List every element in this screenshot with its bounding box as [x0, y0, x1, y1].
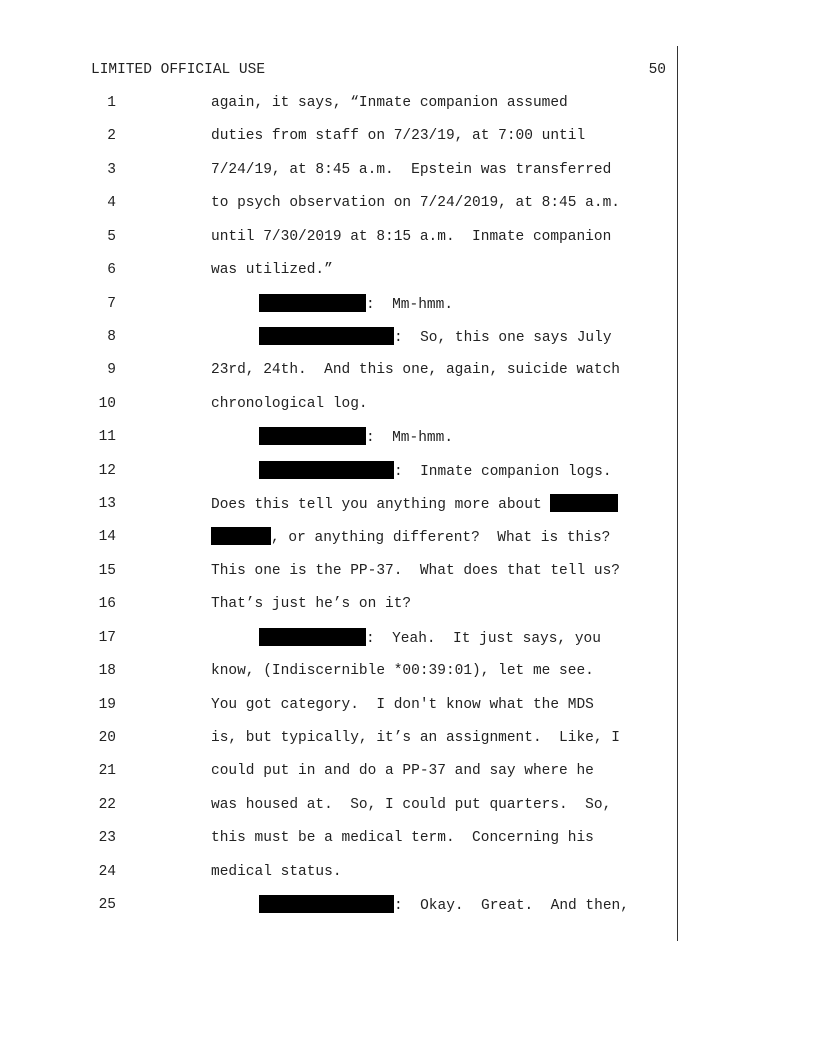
transcript-line [0, 160, 816, 180]
line-number: 9 [107, 362, 116, 378]
text-segment: This one is the PP-37. What does that tell us? [211, 563, 620, 579]
line-number: 16 [98, 596, 116, 612]
redaction-block [550, 494, 618, 512]
line-number: 25 [98, 897, 116, 913]
text-segment: know, (Indiscernible *00:39:01), let me see. [211, 663, 594, 679]
transcript-line [0, 93, 816, 113]
line-number: 6 [107, 262, 116, 278]
speaker-line-text [259, 628, 601, 649]
transcript-line [0, 895, 816, 915]
line-number: 15 [98, 563, 116, 579]
line-number: 20 [98, 730, 116, 746]
text-segment: is, but typically, it’s an assignment. Like, I [211, 730, 620, 746]
transcript-line [0, 427, 816, 447]
line-number: 24 [98, 864, 116, 880]
transcript-line [0, 561, 816, 581]
text-segment: : Mm-hmm. [366, 430, 454, 446]
line-text [211, 661, 594, 681]
line-number: 17 [98, 630, 116, 646]
transcript-line [0, 394, 816, 414]
transcript-line [0, 695, 816, 715]
line-text [211, 394, 368, 414]
line-number: 22 [98, 797, 116, 813]
text-segment: duties from staff on 7/23/19, at 7:00 until [211, 128, 586, 144]
text-segment: this must be a medical term. Concerning his [211, 830, 594, 846]
text-segment: You got category. I don't know what the MDS [211, 697, 594, 713]
line-number: 7 [107, 296, 116, 312]
line-text [211, 728, 620, 748]
speaker-line-text [259, 327, 612, 348]
line-text [211, 862, 342, 882]
line-text [211, 193, 620, 213]
speaker-line-text [259, 461, 612, 482]
line-number: 4 [107, 195, 116, 211]
line-number: 2 [107, 128, 116, 144]
line-text [211, 828, 594, 848]
redaction-block [259, 895, 394, 913]
transcript-line [0, 862, 816, 882]
line-number: 10 [98, 396, 116, 412]
line-number: 1 [107, 95, 116, 111]
transcript-line [0, 494, 816, 514]
text-segment: : Okay. Great. And then, [394, 898, 629, 914]
speaker-line-text [259, 895, 629, 916]
text-segment: medical status. [211, 864, 342, 880]
line-text [211, 594, 411, 614]
line-number: 21 [98, 763, 116, 779]
transcript-line [0, 828, 816, 848]
transcript-line [0, 126, 816, 146]
text-segment: chronological log. [211, 396, 368, 412]
transcript-line [0, 728, 816, 748]
line-number: 18 [98, 663, 116, 679]
redaction-block [259, 294, 366, 312]
transcript-line [0, 260, 816, 280]
line-text [211, 160, 611, 180]
text-segment: : Inmate companion logs. [394, 464, 612, 480]
line-text [211, 561, 620, 581]
text-segment: : So, this one says July [394, 330, 612, 346]
transcript-line [0, 661, 816, 681]
speaker-line-text [259, 294, 453, 315]
text-segment: 23rd, 24th. And this one, again, suicide watch [211, 362, 620, 378]
transcript-line [0, 594, 816, 614]
text-segment: was utilized.” [211, 262, 333, 278]
line-number: 23 [98, 830, 116, 846]
line-text [211, 761, 594, 781]
line-number: 19 [98, 697, 116, 713]
transcript-line [0, 360, 816, 380]
line-text [211, 494, 618, 515]
line-number: 5 [107, 229, 116, 245]
transcript-line [0, 227, 816, 247]
text-segment: again, it says, “Inmate companion assumed [211, 95, 568, 111]
transcript-line [0, 527, 816, 547]
line-number: 8 [107, 329, 116, 345]
transcript-line [0, 294, 816, 314]
line-number: 11 [98, 429, 116, 445]
text-segment: until 7/30/2019 at 8:15 a.m. Inmate companion [211, 229, 612, 245]
transcript-line [0, 193, 816, 213]
redaction-block [259, 427, 366, 445]
text-segment: , or anything different? What is this? [271, 530, 611, 546]
line-text [211, 260, 333, 280]
speaker-line-text [259, 427, 453, 448]
line-text [211, 93, 568, 113]
redaction-block [211, 527, 271, 545]
redaction-block [259, 461, 394, 479]
redaction-block [259, 327, 394, 345]
text-segment: 7/24/19, at 8:45 a.m. Epstein was transferred [211, 162, 612, 178]
text-segment: was housed at. So, I could put quarters. So, [211, 797, 612, 813]
line-text [211, 795, 611, 815]
line-text [211, 695, 594, 715]
text-segment: : Mm-hmm. [366, 297, 454, 313]
text-segment: That’s just he’s on it? [211, 596, 412, 612]
transcript-line [0, 327, 816, 347]
line-text [211, 360, 620, 380]
line-number: 12 [98, 463, 116, 479]
transcript-line [0, 761, 816, 781]
text-segment: Does this tell you anything more about [211, 497, 551, 513]
line-number: 13 [98, 496, 116, 512]
redaction-block [259, 628, 366, 646]
transcript-line [0, 628, 816, 648]
transcript-line [0, 461, 816, 481]
line-text [211, 527, 610, 548]
line-number: 3 [107, 162, 116, 178]
line-number: 14 [98, 529, 116, 545]
line-text [211, 126, 585, 146]
line-text [211, 227, 611, 247]
text-segment: : Yeah. It just says, you [366, 631, 601, 647]
text-segment: to psych observation on 7/24/2019, at 8:45 a.m. [211, 195, 620, 211]
page-number: 50 [648, 62, 666, 78]
text-segment: could put in and do a PP-37 and say where he [211, 763, 594, 779]
document-header-title: LIMITED OFFICIAL USE [91, 62, 266, 78]
transcript-line [0, 795, 816, 815]
